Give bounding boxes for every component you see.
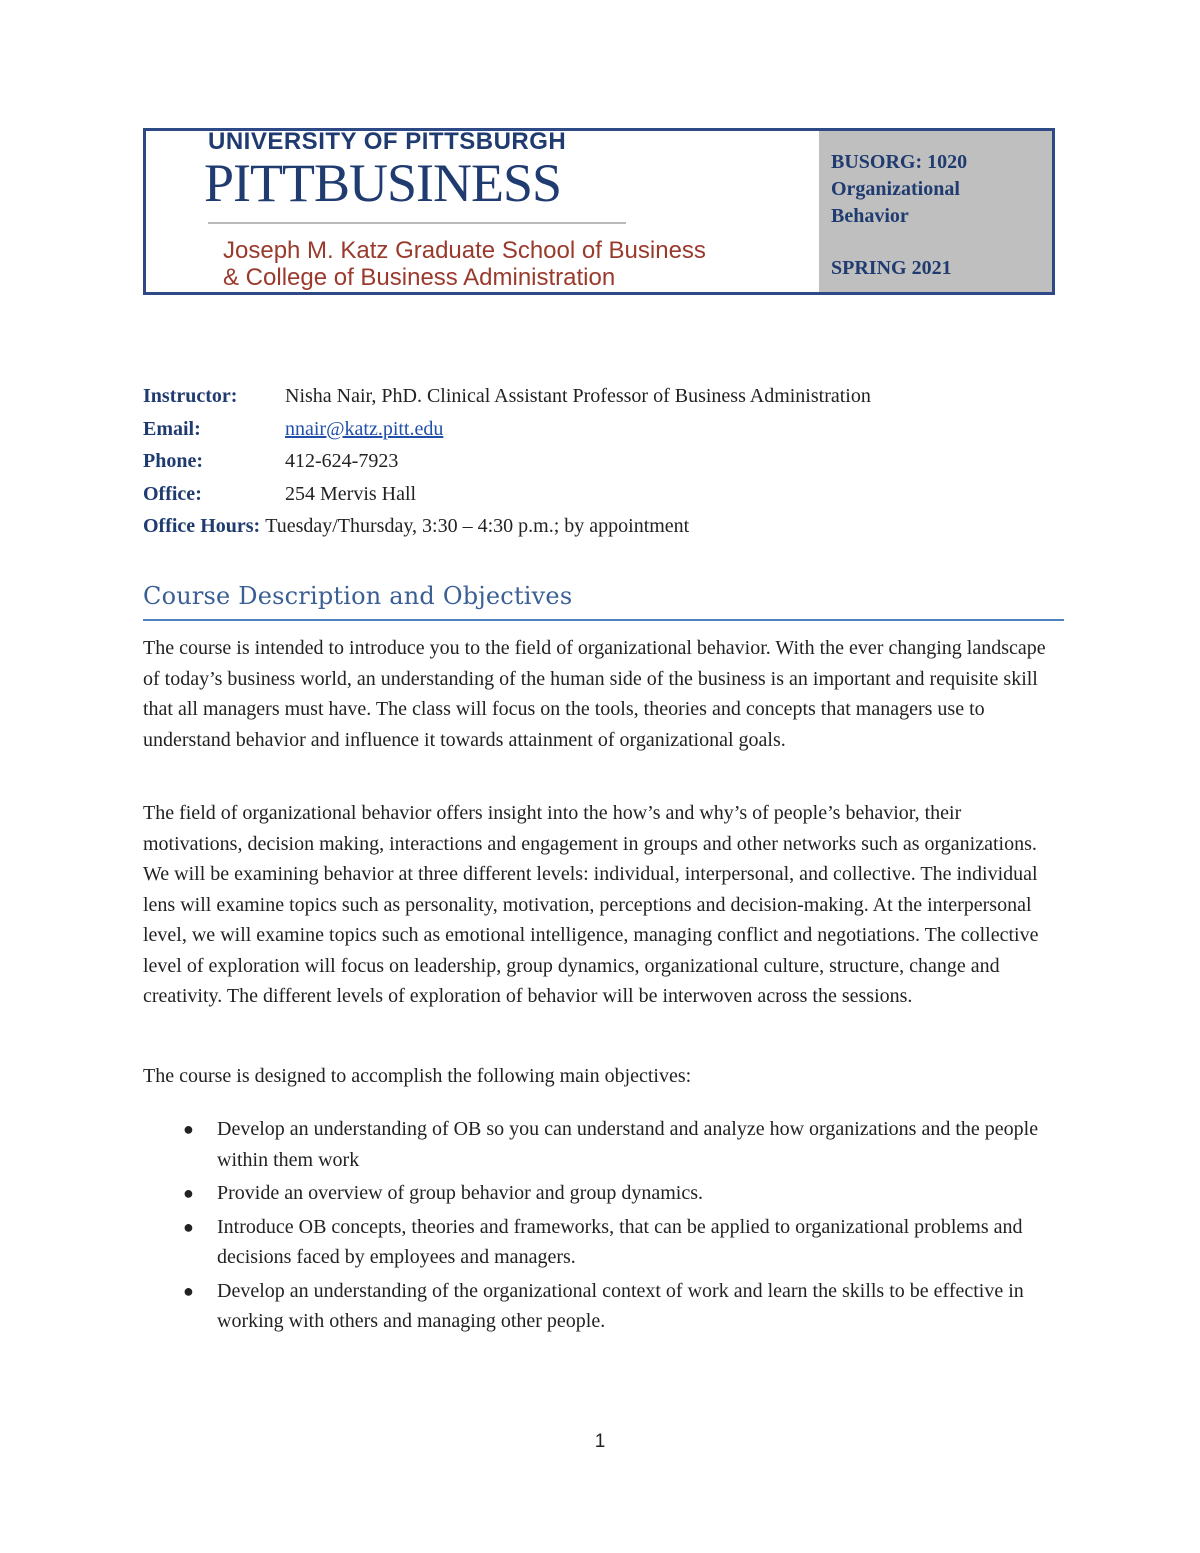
phone-value: 412-624-7923 — [285, 450, 399, 472]
info-row-office — [143, 478, 871, 511]
bullet-icon: ● — [183, 1216, 194, 1237]
objective-text: Provide an overview of group behavior and group dynamics. — [217, 1182, 703, 1204]
course-header-banner — [143, 128, 1055, 295]
course-code: BUSORG: 1020 — [831, 151, 968, 173]
email-label: Email: — [143, 417, 201, 440]
info-row-instructor — [143, 380, 871, 413]
bullet-icon: ● — [183, 1280, 194, 1301]
info-row-phone — [143, 445, 871, 478]
info-row-email — [143, 413, 871, 446]
logo-school-line-1: Joseph M. Katz Graduate School of Business — [223, 237, 706, 264]
bullet-icon: ● — [183, 1119, 194, 1139]
logo-school-line-2: & College of Business Administration — [223, 264, 616, 291]
info-row-office-hours — [143, 510, 871, 543]
bullet-icon: ● — [183, 1183, 194, 1203]
instructor-label: Instructor: — [143, 385, 238, 407]
logo-divider — [208, 222, 626, 224]
instructor-value: Nisha Nair, PhD. Clinical Assistant Professor of Business Administration — [285, 385, 871, 407]
instructor-info — [143, 380, 871, 543]
course-term: SPRING 2021 — [831, 257, 952, 279]
objective-text: Introduce OB concepts, theories and frameworks, that can be applied to organizational problems and decisions faced by employees and managers. — [217, 1215, 1023, 1268]
office-hours-value: Tuesday/Thursday, 3:30 – 4:30 p.m.; by appointment — [265, 515, 690, 537]
office-hours-label: Office Hours: — [143, 515, 261, 537]
description-paragraph: The course is intended to introduce you to the field of organizational behavior. With the ever changing landscape of today’s business world, an understanding of the human side of the business is an important and requisite skill that all managers must have. The class will focus on the tools, theories and concepts that managers use to understand behavior and influence it towards attainment of organizational goals. — [143, 637, 1046, 751]
list-item — [143, 1276, 1063, 1337]
office-label: Office: — [143, 482, 202, 505]
objectives-intro: The course is designed to accomplish the following main objectives: — [143, 1065, 692, 1087]
course-name-line-2: Behavior — [831, 205, 909, 227]
section-heading-rule — [143, 619, 1064, 621]
course-name-line-1: Organizational — [831, 178, 960, 200]
pitt-business-logo — [146, 128, 826, 292]
logo-university-text: UNIVERSITY OF PITTSBURGH — [208, 128, 567, 155]
email-link[interactable]: nnair@katz.pitt.edu — [285, 417, 444, 440]
list-item — [143, 1178, 1063, 1209]
list-item — [143, 1114, 1063, 1175]
objective-text: Develop an understanding of OB so you can understand and analyze how organizations and the people within them work — [217, 1118, 1039, 1171]
objectives-list — [143, 1114, 1063, 1340]
page-number: 1 — [594, 1431, 606, 1452]
section-heading: Course Description and Objectives — [143, 582, 573, 610]
logo-brand-text: PITTBUSINESS — [204, 153, 562, 213]
phone-label: Phone: — [143, 450, 203, 472]
objective-text: Develop an understanding of the organizational context of work and learn the skills to be effective in working with others and managing other people. — [217, 1279, 1024, 1332]
description-paragraph: The field of organizational behavior offers insight into the how’s and why’s of people’s behavior, their motivations, decision making, interactions and engagement in groups and other networks such as organizations. We will be examining behavior at three different levels: individual, interpersonal, and collective. The individual lens will examine topics such as personality, motivation, perceptions and decision-making. At the interpersonal level, we will examine topics such as emotional intelligence, managing conflict and negotiations. The collective level of exploration will focus on leadership, group dynamics, organizational culture, structure, change and creativity. The different levels of exploration of behavior will be interwoven across the sessions. — [143, 802, 1039, 1007]
office-value: 254 Mervis Hall — [285, 482, 417, 505]
course-info-panel — [819, 131, 1052, 292]
list-item — [143, 1212, 1063, 1273]
